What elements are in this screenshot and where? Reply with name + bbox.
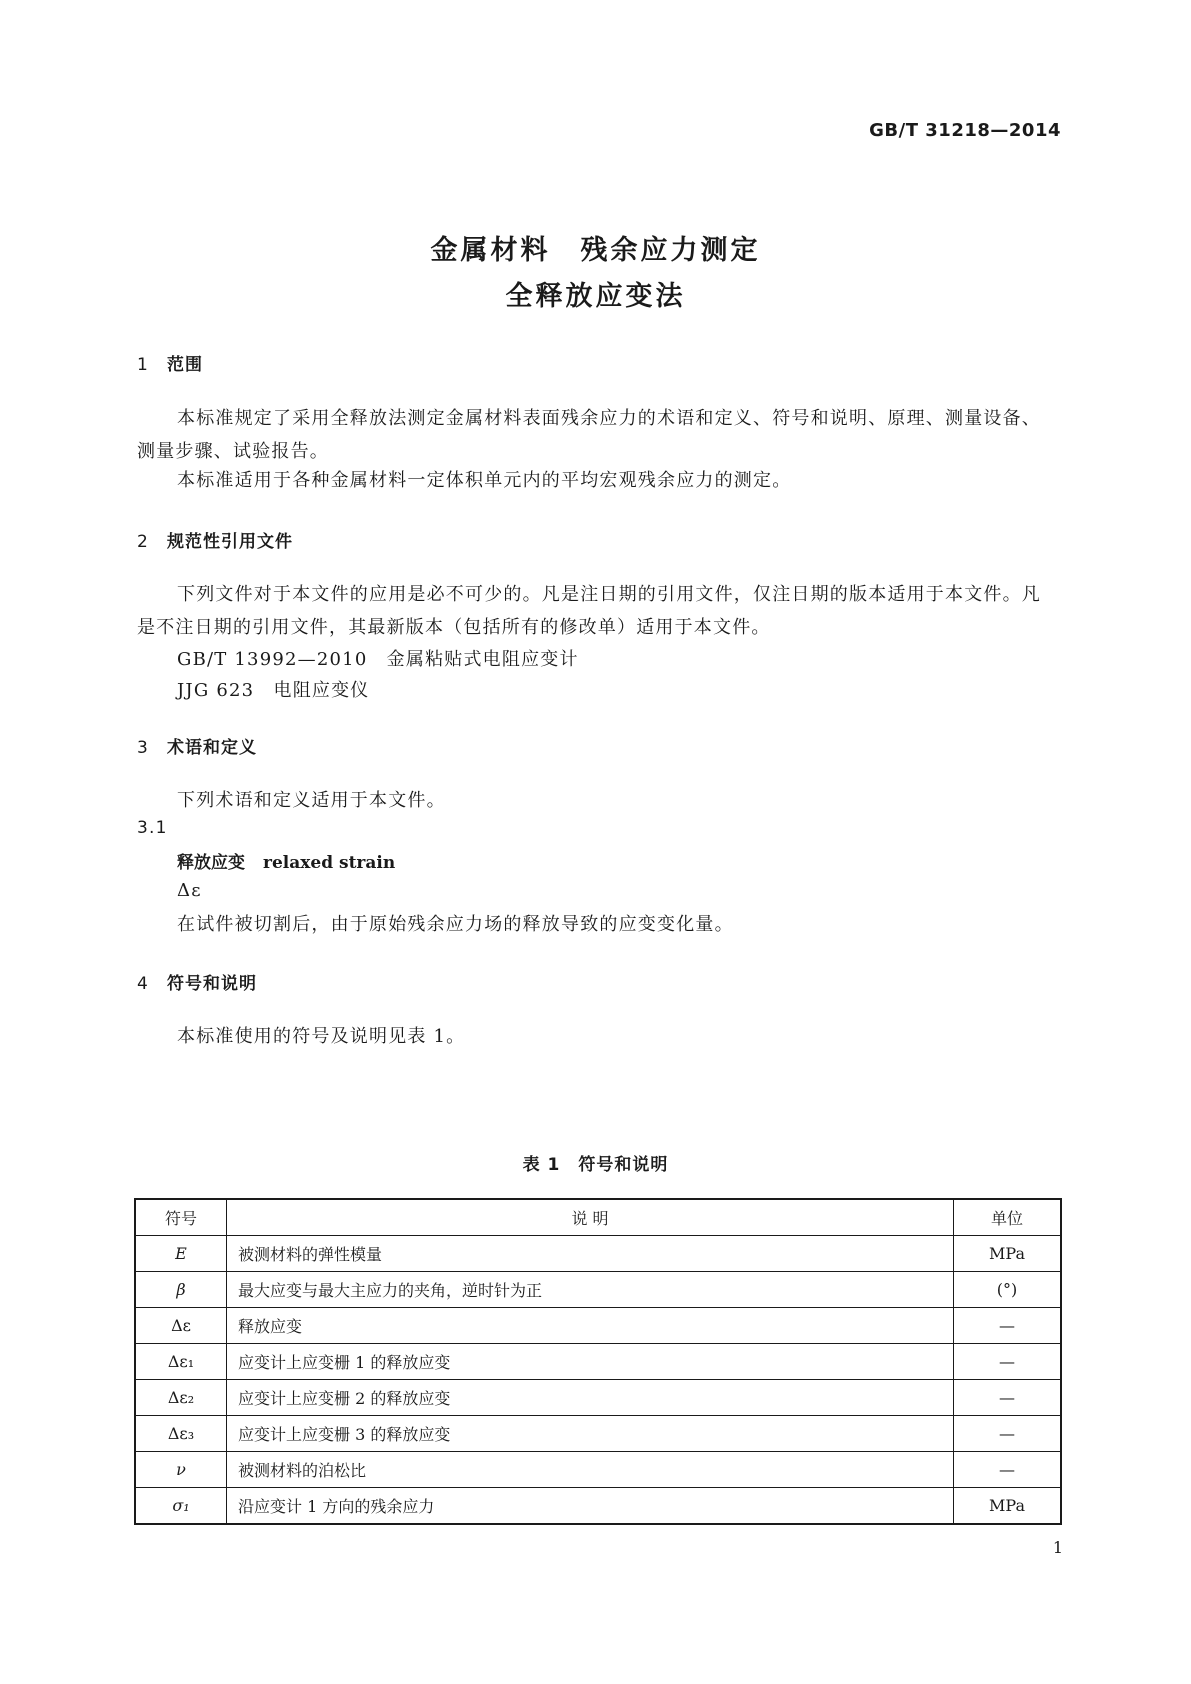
table-row — [135, 1488, 1061, 1525]
table-row — [135, 1272, 1061, 1308]
section-4-paragraph-1: 本标准使用的符号及说明见表 1。 — [177, 1026, 466, 1047]
document-title-line2: 全释放应变法 — [505, 281, 686, 312]
cell-description: 最大应变与最大主应力的夹角，逆时针为正 — [227, 1272, 954, 1308]
section-1-paragraph-1: 本标准规定了采用全释放法测定金属材料表面残余应力的术语和定义、符号和说明、原理、测量设备、测量步骤、试验报告。 — [137, 408, 1041, 462]
cell-unit: MPa — [954, 1236, 1062, 1272]
section-title: 术语和定义 — [167, 738, 257, 758]
section-number: 2 — [137, 532, 149, 552]
cell-symbol: Δε₂ — [135, 1380, 227, 1416]
section-3-paragraph-1: 下列术语和定义适用于本文件。 — [177, 790, 446, 811]
cell-description: 应变计上应变栅 2 的释放应变 — [227, 1380, 954, 1416]
term-english: relaxed strain — [263, 853, 396, 873]
section-1-heading — [137, 350, 203, 375]
cell-description: 被测材料的弹性模量 — [227, 1236, 954, 1272]
table-row — [135, 1416, 1061, 1452]
cell-symbol: σ₁ — [135, 1488, 227, 1525]
term-chinese: 释放应变 — [177, 853, 245, 873]
section-number: 3 — [137, 738, 149, 758]
section-1-paragraph-2: 本标准适用于各种金属材料一定体积单元内的平均宏观残余应力的测定。 — [177, 470, 792, 491]
section-2-heading — [137, 527, 293, 552]
cell-symbol: Δε — [135, 1308, 227, 1344]
normative-reference-2: JJG 623 电阻应变仪 — [177, 680, 370, 701]
section-title: 范围 — [167, 355, 203, 375]
document-title-line1: 金属材料 残余应力测定 — [430, 235, 761, 266]
term-definition: 在试件被切割后，由于原始残余应力场的释放导致的应变变化量。 — [177, 914, 734, 935]
cell-symbol: β — [135, 1272, 227, 1308]
cell-symbol: E — [135, 1236, 227, 1272]
standard-code: GB/T 31218—2014 — [869, 120, 1061, 141]
header-symbol: 符号 — [135, 1199, 227, 1236]
section-number: 1 — [137, 355, 149, 375]
normative-reference-1: GB/T 13992—2010 金属粘贴式电阻应变计 — [177, 649, 579, 670]
cell-symbol: Δε₃ — [135, 1416, 227, 1452]
term-symbol: Δε — [177, 880, 202, 901]
table-row — [135, 1452, 1061, 1488]
table-row — [135, 1236, 1061, 1272]
page-number: 1 — [1052, 1538, 1063, 1557]
cell-unit: — — [954, 1452, 1062, 1488]
cell-symbol: Δε₁ — [135, 1344, 227, 1380]
section-3-heading — [137, 733, 257, 758]
table-row — [135, 1308, 1061, 1344]
symbols-table — [134, 1198, 1062, 1525]
term-number: 3.1 — [137, 818, 168, 838]
cell-description: 沿应变计 1 方向的残余应力 — [227, 1488, 954, 1525]
section-title: 符号和说明 — [167, 974, 257, 994]
cell-unit: — — [954, 1344, 1062, 1380]
cell-unit: (°) — [954, 1272, 1062, 1308]
section-2-paragraph-1: 下列文件对于本文件的应用是必不可少的。凡是注日期的引用文件，仅注日期的版本适用于本文件。凡是不注日期的引用文件，其最新版本（包括所有的修改单）适用于本文件。 — [137, 584, 1041, 638]
cell-unit: MPa — [954, 1488, 1062, 1525]
table-row — [135, 1380, 1061, 1416]
table-caption: 表 1 符号和说明 — [522, 1155, 669, 1175]
cell-unit: — — [954, 1308, 1062, 1344]
cell-unit: — — [954, 1416, 1062, 1452]
cell-unit: — — [954, 1380, 1062, 1416]
section-4-heading — [137, 969, 257, 994]
table-row — [135, 1344, 1061, 1380]
cell-symbol: ν — [135, 1452, 227, 1488]
section-number: 4 — [137, 974, 149, 994]
cell-description: 释放应变 — [227, 1308, 954, 1344]
term-entry — [177, 848, 395, 873]
table-header-row — [135, 1199, 1061, 1236]
cell-description: 应变计上应变栅 1 的释放应变 — [227, 1344, 954, 1380]
cell-description: 被测材料的泊松比 — [227, 1452, 954, 1488]
header-unit: 单位 — [954, 1199, 1062, 1236]
header-description: 说 明 — [227, 1199, 954, 1236]
cell-description: 应变计上应变栅 3 的释放应变 — [227, 1416, 954, 1452]
section-title: 规范性引用文件 — [167, 532, 293, 552]
